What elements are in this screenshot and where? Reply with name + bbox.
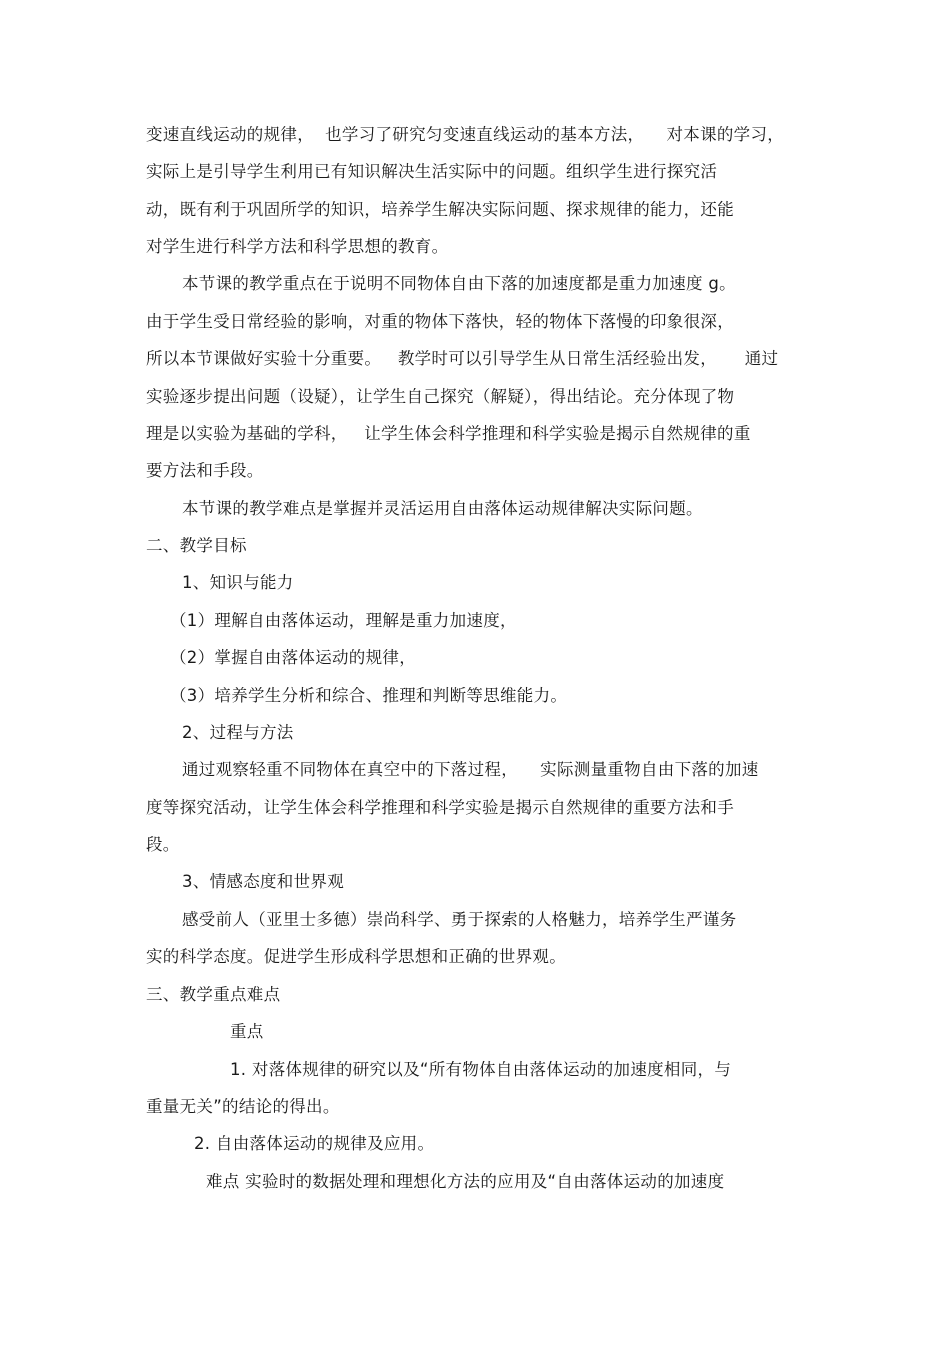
list-item: （1）理解自由落体运动，理解是重力加速度， bbox=[170, 611, 517, 630]
paragraph-line: 本节课的教学难点是掌握并灵活运用自由落体运动规律解决实际问题。 bbox=[182, 499, 703, 518]
subsection-heading: 2、过程与方法 bbox=[182, 723, 294, 742]
list-item: 2. 自由落体运动的规律及应用。 bbox=[194, 1134, 435, 1153]
paragraph-line: 实验逐步提出问题（设疑），让学生自己探究（解疑），得出结论。充分体现了物 bbox=[146, 387, 735, 406]
paragraph-line: 通过观察轻重不同物体在真空中的下落过程， 实际测量重物自由下落的加速 bbox=[182, 760, 759, 779]
paragraph-line: 度等探究活动，让学生体会科学推理和科学实验是揭示自然规律的重要方法和手 bbox=[146, 798, 734, 817]
paragraph-line: 重量无关”的结论的得出。 bbox=[146, 1097, 340, 1116]
paragraph-line: 变速直线运动的规律， 也学习了研究匀变速直线运动的基本方法， 对本课的学习， bbox=[146, 125, 785, 144]
paragraph-line: 实的科学态度。促进学生形成科学思想和正确的世界观。 bbox=[146, 947, 566, 966]
paragraph-line: 段。 bbox=[146, 835, 180, 854]
subsection-heading: 1、知识与能力 bbox=[182, 573, 294, 592]
paragraph-line: 难点 实验时的数据处理和理想化方法的应用及“自由落体运动的加速度 bbox=[206, 1172, 725, 1191]
paragraph-line: 由于学生受日常经验的影响，对重的物体下落快，轻的物体下落慢的印象很深， bbox=[146, 312, 734, 331]
paragraph-line: 实际上是引导学生利用已有知识解决生活实际中的问题。组织学生进行探究活 bbox=[146, 162, 718, 181]
list-item: 1. 对落体规律的研究以及“所有物体自由落体运动的加速度相同，与 bbox=[230, 1060, 732, 1079]
paragraph-line: 所以本节课做好实验十分重要。 教学时可以引导学生从日常生活经验出发， 通过 bbox=[146, 349, 779, 368]
paragraph-line: 理是以实验为基础的学科， 让学生体会科学推理和科学实验是揭示自然规律的重 bbox=[146, 424, 751, 443]
subsection-heading: 3、情感态度和世界观 bbox=[182, 872, 344, 891]
paragraph-line: 感受前人（亚里士多德）崇尚科学、勇于探索的人格魅力，培养学生严谨务 bbox=[182, 910, 737, 929]
list-item: （3）培养学生分析和综合、推理和判断等思维能力。 bbox=[170, 686, 568, 705]
paragraph-line: 对学生进行科学方法和科学思想的教育。 bbox=[146, 237, 449, 256]
list-item: （2）掌握自由落体运动的规律， bbox=[170, 648, 416, 667]
paragraph-line: 要方法和手段。 bbox=[146, 461, 264, 480]
paragraph-line: 本节课的教学重点在于说明不同物体自由下落的加速度都是重力加速度 g。 bbox=[182, 274, 736, 293]
section-heading: 三、教学重点难点 bbox=[146, 985, 281, 1004]
paragraph-line: 动，既有利于巩固所学的知识，培养学生解决实际问题、探求规律的能力，还能 bbox=[146, 200, 734, 219]
subsection-heading: 重点 bbox=[230, 1022, 264, 1041]
section-heading: 二、教学目标 bbox=[146, 536, 247, 555]
